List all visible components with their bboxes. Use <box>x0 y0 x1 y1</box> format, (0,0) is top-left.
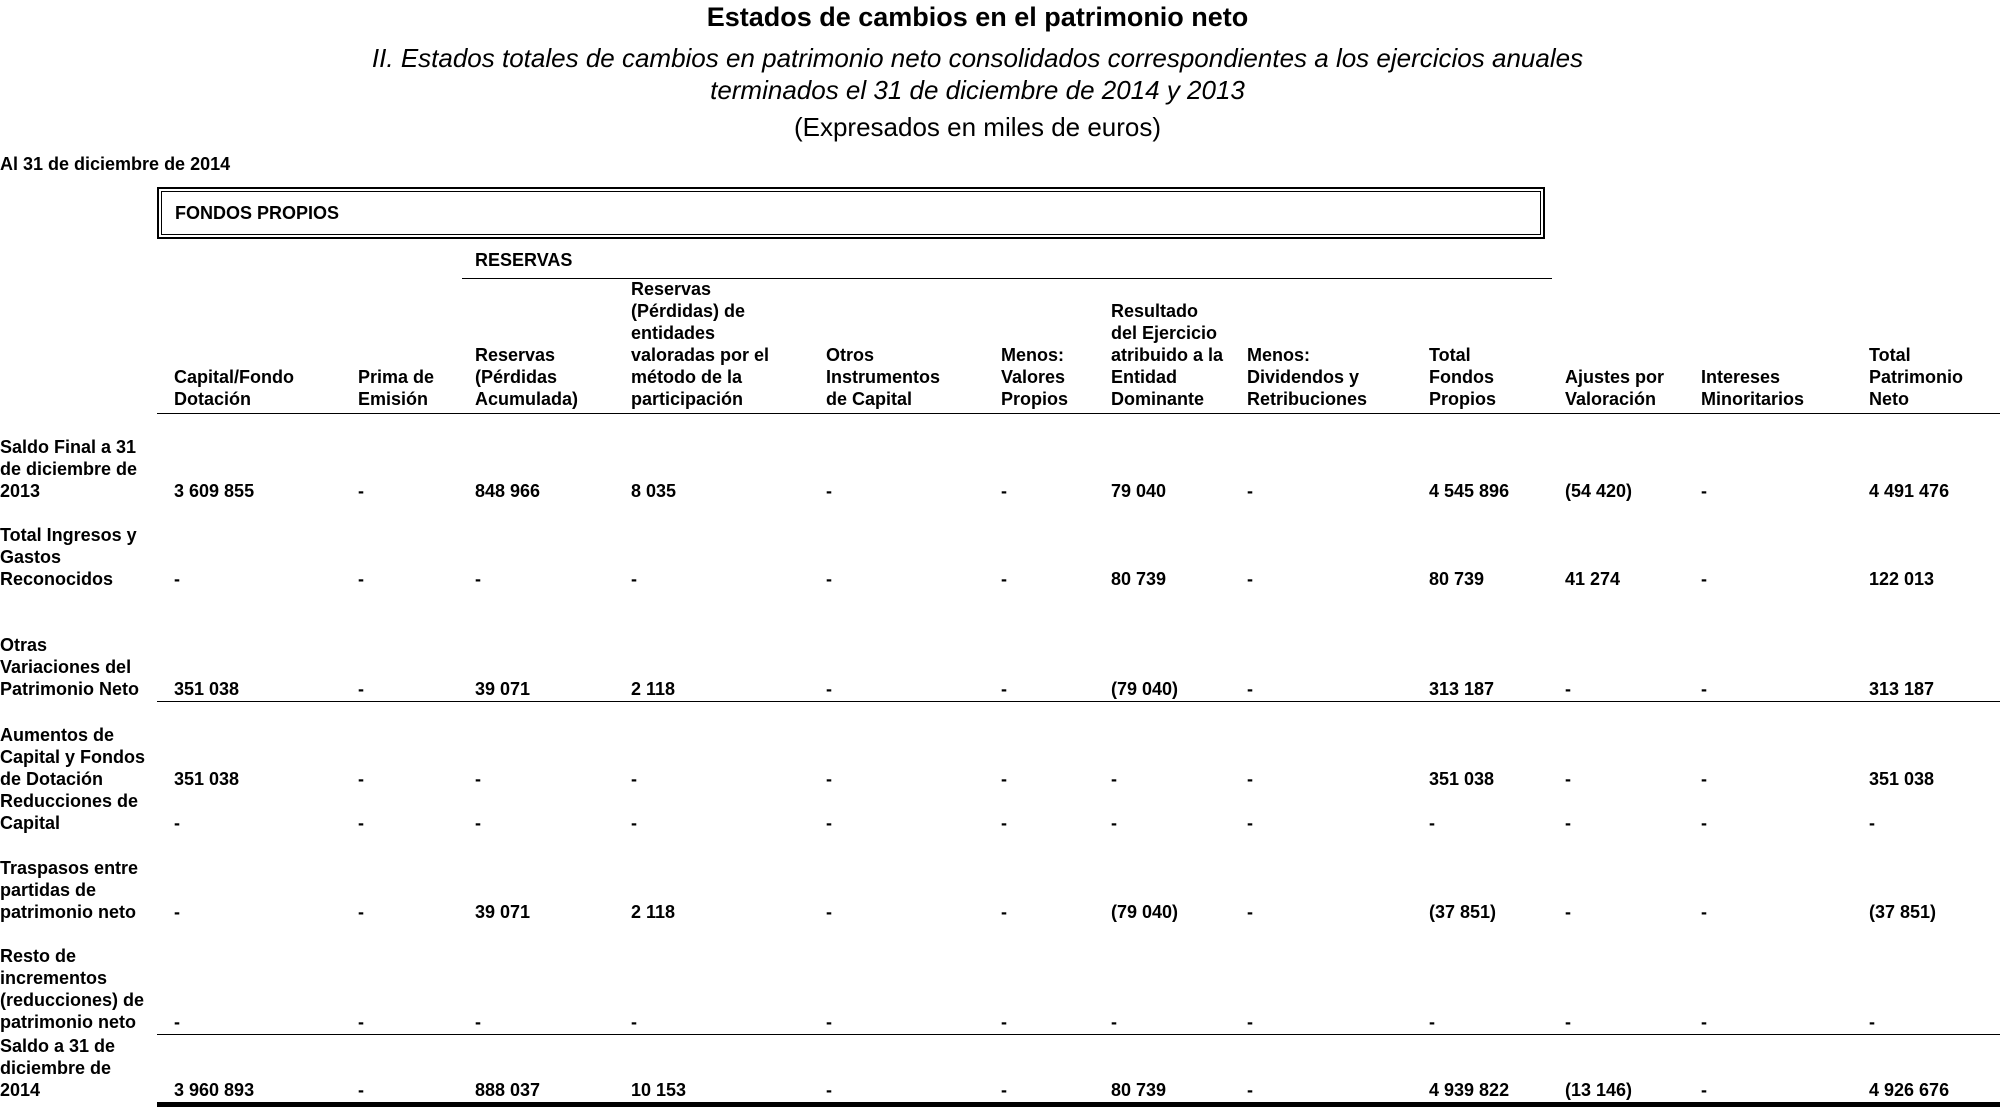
table-cell: - <box>358 569 364 589</box>
table-cell: 351 038 <box>174 679 240 699</box>
table-cell: - <box>1247 813 1253 833</box>
table-cell: (37 851) <box>1429 902 1497 922</box>
table-cell: - <box>1565 813 1571 833</box>
table-cell: - <box>826 1012 832 1032</box>
table-cell: - <box>358 679 364 699</box>
table-cell: 39 071 <box>475 902 531 922</box>
table-cell: - <box>475 1012 481 1032</box>
table-cell: - <box>1247 679 1253 699</box>
table-cell: 2 118 <box>631 679 676 699</box>
table-cell: - <box>826 769 832 789</box>
table-cell: 39 071 <box>475 679 531 699</box>
table-cell: 4 926 676 <box>1869 1080 1950 1100</box>
table-cell: - <box>358 769 364 789</box>
table-cell: - <box>1001 569 1007 589</box>
table-cell: 4 491 476 <box>1869 481 1950 501</box>
table-cell: (37 851) <box>1869 902 1937 922</box>
table-cell: - <box>1565 1012 1571 1032</box>
table-cell: (13 146) <box>1565 1080 1633 1100</box>
row-label: Saldo Final a 31 de diciembre de 2013 <box>0 437 138 501</box>
table-cell: - <box>1111 1012 1117 1032</box>
table-cell: 8 035 <box>631 481 677 501</box>
table-cell: - <box>1429 813 1435 833</box>
table-cell: - <box>1701 1012 1707 1032</box>
table-cell: - <box>631 813 637 833</box>
table-cell: - <box>1701 481 1707 501</box>
table-cell: - <box>1247 902 1253 922</box>
table-cell: - <box>174 1012 180 1032</box>
table-cell: - <box>1001 1080 1007 1100</box>
table-cell: - <box>358 1080 364 1100</box>
table-cell: - <box>1565 679 1571 699</box>
table-cell: - <box>475 769 481 789</box>
table-cell: - <box>1701 569 1707 589</box>
header-underline <box>157 413 2000 414</box>
table-cell: - <box>1701 679 1707 699</box>
as-of-date: Al 31 de diciembre de 2014 <box>0 154 231 174</box>
subtitle-line-2: terminados el 31 de diciembre de 2014 y 2013 <box>710 75 1245 105</box>
row-label: Resto de incrementos (reducciones) de patrimonio neto <box>0 946 145 1032</box>
column-header: Prima de Emisión <box>358 367 435 409</box>
page-title: Estados de cambios en el patrimonio neto <box>706 2 1249 32</box>
table-cell: - <box>826 569 832 589</box>
table-cell: - <box>358 902 364 922</box>
table-cell: - <box>358 813 364 833</box>
table-cell: - <box>358 1012 364 1032</box>
table-cell: 3 960 893 <box>174 1080 255 1100</box>
section-separator <box>157 1034 2000 1035</box>
column-header: Menos: Dividendos y Retribuciones <box>1247 345 1368 409</box>
row-label: Total Ingresos y Gastos Reconocidos <box>0 525 137 589</box>
table-cell: - <box>174 569 180 589</box>
table-cell: - <box>358 481 364 501</box>
row-label: Reducciones de Capital <box>0 791 139 833</box>
row-label: Aumentos de Capital y Fondos de Dotación <box>0 725 146 789</box>
table-cell: - <box>1247 569 1253 589</box>
column-header: Ajustes por Valoración <box>1565 367 1665 409</box>
table-cell: 122 013 <box>1869 569 1935 589</box>
table-cell: - <box>826 679 832 699</box>
table-cell: - <box>475 813 481 833</box>
table-cell: 3 609 855 <box>174 481 255 501</box>
table-cell: - <box>1247 769 1253 789</box>
reservas-group-label: RESERVAS <box>475 250 573 270</box>
table-cell: 80 739 <box>1111 1080 1167 1100</box>
column-header: Menos: Valores Propios <box>1001 345 1069 409</box>
table-cell: 848 966 <box>475 481 541 501</box>
section-separator <box>157 701 2000 702</box>
table-cell: 41 274 <box>1565 569 1621 589</box>
table-cell: - <box>1701 769 1707 789</box>
row-label: Saldo a 31 de diciembre de 2014 <box>0 1036 116 1100</box>
table-cell: - <box>1111 813 1117 833</box>
page-subtitle <box>0 42 1955 106</box>
table-cell: - <box>826 1080 832 1100</box>
table-cell: - <box>1565 902 1571 922</box>
table-cell: - <box>1001 1012 1007 1032</box>
table-cell: 79 040 <box>1111 481 1167 501</box>
column-header: Capital/Fondo Dotación <box>174 367 294 409</box>
table-cell: 80 739 <box>1429 569 1485 589</box>
table-cell: - <box>631 569 637 589</box>
table-cell: - <box>631 769 637 789</box>
table-cell: - <box>1247 481 1253 501</box>
table-cell: - <box>1565 769 1571 789</box>
row-label: Traspasos entre partidas de patrimonio neto <box>0 858 139 922</box>
column-header: Total Patrimonio Neto <box>1869 345 1964 409</box>
column-header: Total Fondos Propios <box>1429 345 1497 409</box>
table-cell: 10 153 <box>631 1080 687 1100</box>
table-cell: 313 187 <box>1869 679 1935 699</box>
table-cell: - <box>1111 769 1117 789</box>
table-cell: 4 939 822 <box>1429 1080 1510 1100</box>
table-cell: 351 038 <box>174 769 240 789</box>
table-cell: - <box>1001 813 1007 833</box>
table-cell: 313 187 <box>1429 679 1495 699</box>
units-note: (Expresados en miles de euros) <box>793 112 1162 142</box>
table-cell: - <box>1001 769 1007 789</box>
table-cell: - <box>826 902 832 922</box>
table-cell: - <box>1701 902 1707 922</box>
subtitle-line-1: II. Estados totales de cambios en patrimonio neto consolidados correspondientes a los ejercicios anuales <box>371 43 1584 73</box>
table-cell: - <box>826 813 832 833</box>
table-cell: (54 420) <box>1565 481 1633 501</box>
table-cell: - <box>631 1012 637 1032</box>
table-cell: - <box>1429 1012 1435 1032</box>
table-cell: - <box>1247 1012 1253 1032</box>
table-bottom-rule <box>157 1102 2000 1107</box>
table-cell: - <box>1701 813 1707 833</box>
table-cell: - <box>1869 1012 1875 1032</box>
table-cell: - <box>1701 1080 1707 1100</box>
table-cell: - <box>1869 813 1875 833</box>
column-header: Otros Instrumentos de Capital <box>826 345 941 409</box>
column-header: Resultado del Ejercicio atribuido a la Entidad Dominante <box>1111 301 1224 409</box>
column-header: Reservas (Pérdidas Acumulada) <box>475 345 579 409</box>
fondos-propios-label: FONDOS PROPIOS <box>175 203 340 223</box>
table-cell: 4 545 896 <box>1429 481 1510 501</box>
table-cell: - <box>826 481 832 501</box>
row-label: Otras Variaciones del Patrimonio Neto <box>0 635 140 699</box>
table-cell: (79 040) <box>1111 902 1179 922</box>
table-cell: 351 038 <box>1869 769 1935 789</box>
table-cell: - <box>1001 902 1007 922</box>
table-cell: - <box>1247 1080 1253 1100</box>
table-cell: - <box>1001 481 1007 501</box>
table-cell: - <box>174 902 180 922</box>
table-cell: 888 037 <box>475 1080 541 1100</box>
column-header: Reservas (Pérdidas) de entidades valoradas por el método de la participación <box>631 279 770 409</box>
table-cell: - <box>174 813 180 833</box>
table-cell: - <box>475 569 481 589</box>
column-header: Intereses Minoritarios <box>1701 367 1805 409</box>
table-cell: 2 118 <box>631 902 676 922</box>
table-cell: 80 739 <box>1111 569 1167 589</box>
fondos-propios-box <box>157 187 1545 239</box>
table-cell: 351 038 <box>1429 769 1495 789</box>
table-cell: - <box>1001 679 1007 699</box>
table-cell: (79 040) <box>1111 679 1179 699</box>
